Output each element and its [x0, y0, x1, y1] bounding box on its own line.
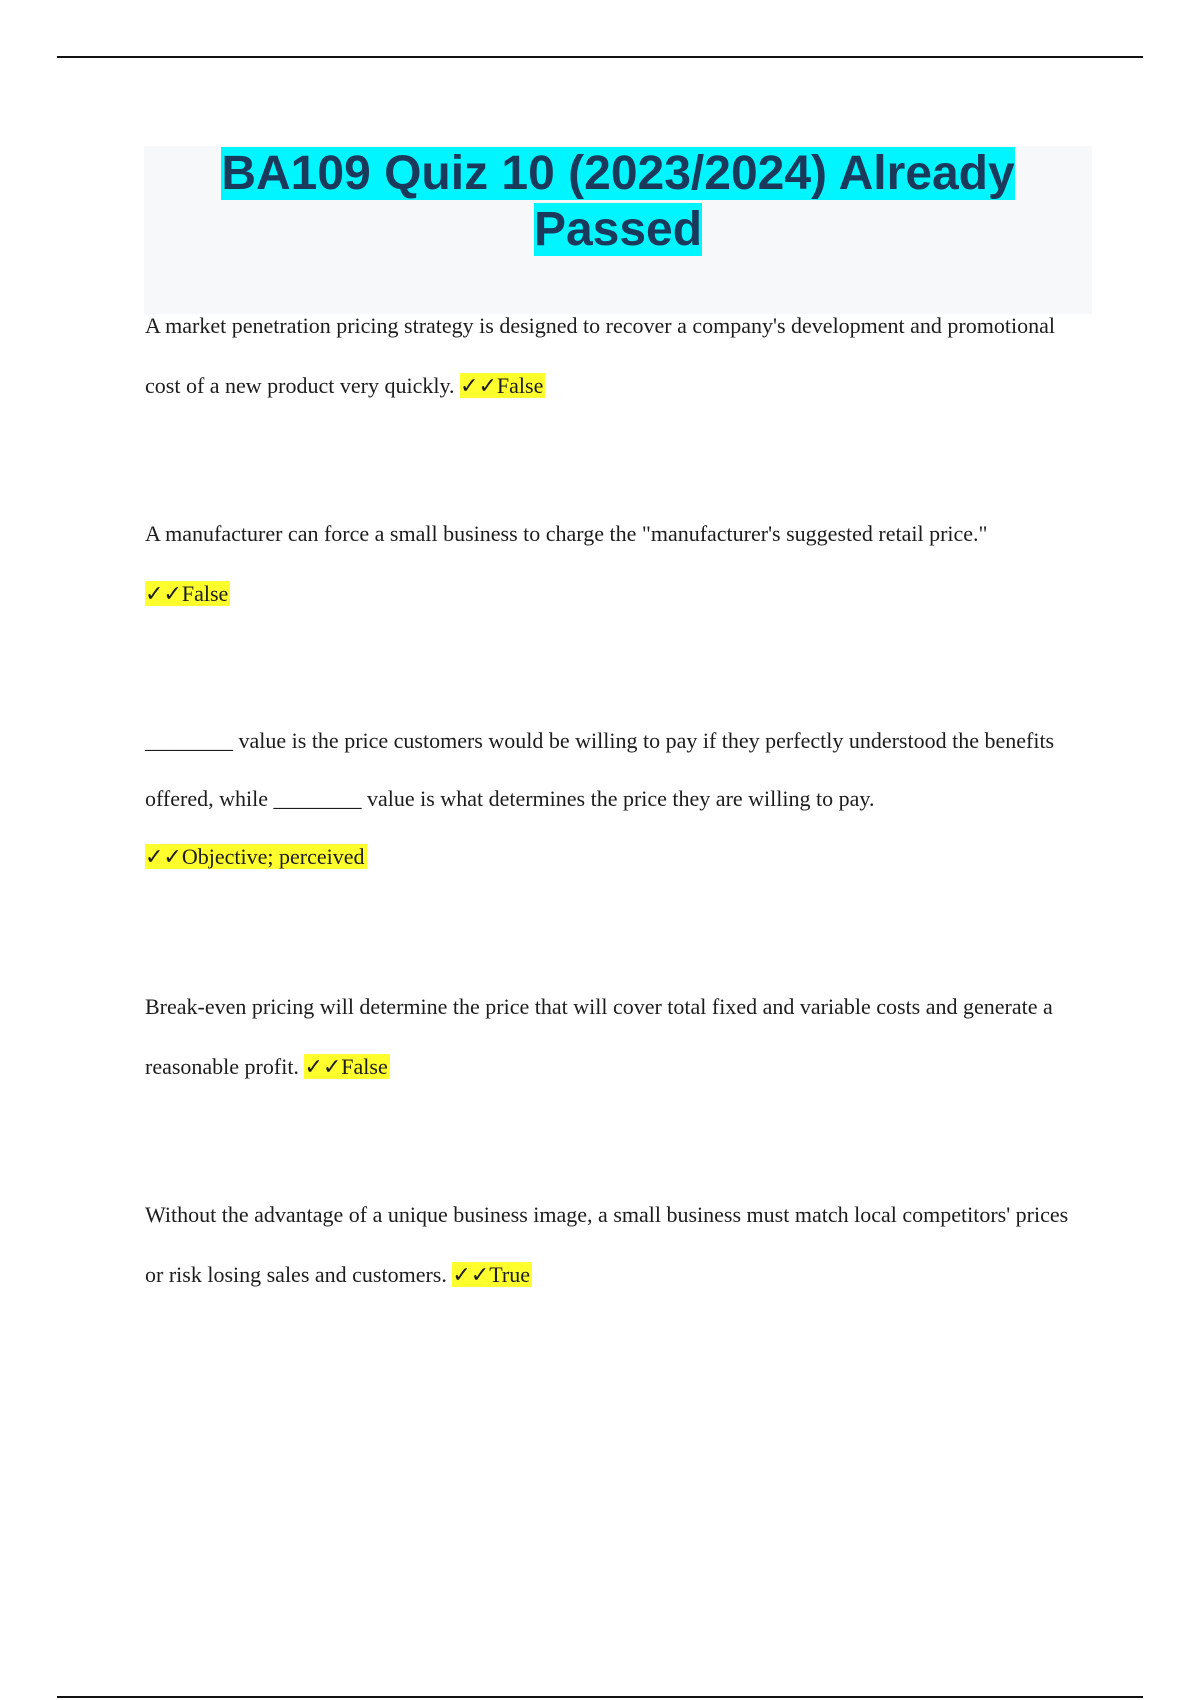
top-rule	[57, 56, 1143, 58]
question-item-5	[145, 1185, 1080, 1305]
question-item-1	[145, 296, 1080, 416]
question-text: A manufacturer can force a small business to charge the "manufacturer's suggested retail price."	[145, 521, 988, 546]
question-item-3	[145, 712, 1080, 886]
question-text: Without the advantage of a unique business image, a small business must match local competitors' prices or risk losing sales and customers.	[145, 1202, 1069, 1287]
answer-highlight: ✓✓Objective; perceived	[145, 844, 365, 869]
question-item-4	[145, 977, 1080, 1097]
title-block	[144, 146, 1092, 314]
question-text: Break-even pricing will determine the price that will cover total fixed and variable costs and generate a reasonable profit.	[145, 994, 1053, 1079]
answer-highlight: ✓✓False	[460, 373, 544, 398]
question-text: A market penetration pricing strategy is designed to recover a company's development and promotional cost of a new product very quickly.	[145, 313, 1055, 398]
answer-highlight: ✓✓False	[304, 1054, 388, 1079]
answer-highlight: ✓✓True	[452, 1262, 530, 1287]
question-item-2	[145, 504, 1080, 624]
bottom-rule	[57, 1696, 1143, 1698]
page-title: BA109 Quiz 10 (2023/2024) Already Passed	[221, 147, 1015, 256]
answer-highlight: ✓✓False	[145, 581, 229, 606]
question-text: ________ value is the price customers would be willing to pay if they perfectly understood the benefits offered, while ________ value is what determines the price they are willing to pay.	[145, 728, 1055, 811]
